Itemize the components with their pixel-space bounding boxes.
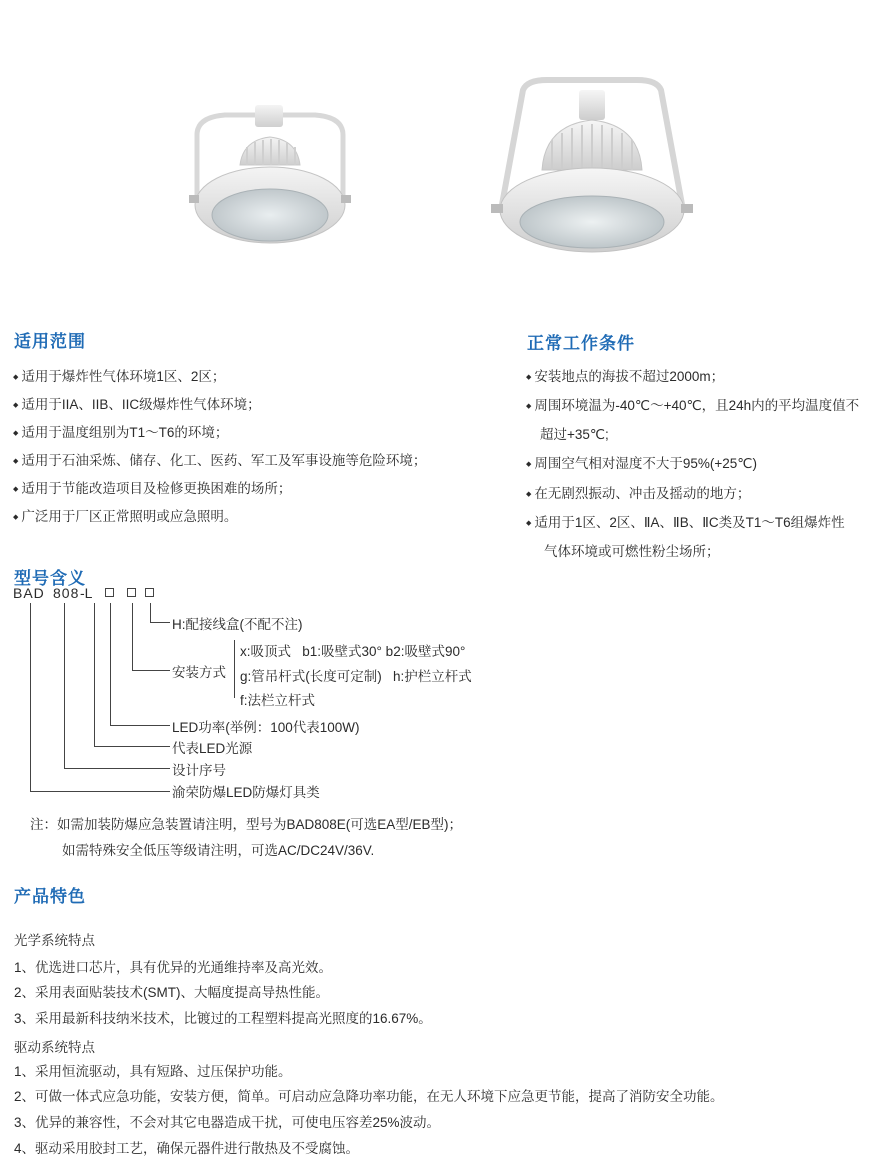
scope-list bbox=[13, 365, 493, 525]
brand-label: 渝荣防爆LED防爆灯具类 bbox=[172, 785, 320, 800]
connector bbox=[132, 670, 170, 671]
bracket bbox=[234, 640, 235, 698]
list-item: ◆ 适用于温度组别为T1～T6的环境； bbox=[13, 421, 228, 441]
list-item: ◆ 适用于IIA、IIB、IIC级爆炸性气体环境； bbox=[13, 393, 261, 413]
conditions-list bbox=[526, 365, 884, 565]
conditions-heading: 正常工作条件 bbox=[527, 334, 635, 353]
list-item: ◆ 适用于石油采炼、储存、化工、医药、军工及军事设施等危险环境； bbox=[13, 449, 426, 469]
connector bbox=[110, 603, 111, 725]
power-label: LED功率(举例：100代表100W) bbox=[172, 720, 360, 735]
lamp-image-large bbox=[487, 70, 697, 260]
list-item: ◆ 适用于节能改造项目及检修更换困难的场所； bbox=[13, 477, 291, 497]
code-bad: BAD bbox=[13, 585, 45, 601]
code-box-3 bbox=[145, 588, 154, 597]
scope-heading: 适用范围 bbox=[14, 332, 86, 351]
model-diagram bbox=[0, 585, 500, 800]
mount-opt-2: g:管吊杆式(长度可定制) h:护栏立杆式 bbox=[240, 669, 472, 684]
connector bbox=[64, 603, 65, 768]
connector bbox=[150, 622, 170, 623]
list-item: ◆ 周围空气相对湿度不大于95%(+25℃) bbox=[526, 452, 757, 472]
list-item: ◆ 适用于爆炸性气体环境1区、2区； bbox=[13, 365, 225, 385]
connector bbox=[64, 768, 170, 769]
list-item: 1、采用恒流驱动，具有短路、过压保护功能。 bbox=[14, 1064, 292, 1079]
note-line-1: 注：如需加装防爆应急装置请注明，型号为BAD808E(可选EA型/EB型)； bbox=[30, 817, 463, 832]
list-item: 1、优选进口芯片，具有优异的光通维持率及高光效。 bbox=[14, 960, 333, 975]
mount-opt-1: x:吸顶式 b1:吸壁式30° b2:吸壁式90° bbox=[240, 644, 466, 659]
list-item: 4、驱动采用胶封工艺，确保元器件进行散热及不受腐蚀。 bbox=[14, 1141, 360, 1156]
list-item: ◆ 周围环境温为-40℃～+40℃，且24h内的平均温度值不 bbox=[526, 394, 859, 414]
list-item: 2、可做一体式应急功能，安装方便，简单。可启动应急降功率功能，在无人环境下应急更节能，提高了消防安全功能。 bbox=[14, 1089, 724, 1104]
list-item: ◆ 安装地点的海拔不超过2000m； bbox=[526, 365, 724, 385]
drive-title: 驱动系统特点 bbox=[14, 1040, 95, 1055]
led-label: 代表LED光源 bbox=[172, 741, 253, 756]
list-item-continuation: 超过+35℃; bbox=[540, 427, 609, 442]
code-box-2 bbox=[127, 588, 136, 597]
list-item-continuation: 气体环境或可燃性粉尘场所； bbox=[544, 544, 720, 559]
connector bbox=[110, 725, 170, 726]
list-item: 3、采用最新科技纳米技术，比镀过的工程塑料提高光照度的16.67%。 bbox=[14, 1011, 432, 1026]
mount-label: 安装方式 bbox=[172, 665, 226, 680]
model-heading: 型号含义 bbox=[14, 569, 86, 588]
connector bbox=[94, 746, 170, 747]
connector bbox=[94, 603, 95, 746]
code-box-1 bbox=[105, 588, 114, 597]
note-line-2: 如需特殊安全低压等级请注明，可选AC/DC24V/36V. bbox=[62, 843, 375, 858]
features-heading: 产品特色 bbox=[14, 887, 86, 906]
connector bbox=[30, 603, 31, 791]
seq-label: 设计序号 bbox=[172, 763, 226, 778]
list-item: ◆ 在无剧烈振动、冲击及摇动的地方； bbox=[526, 482, 750, 502]
list-item: 3、优异的兼容性，不会对其它电器造成干扰，可使电压容差25%波动。 bbox=[14, 1115, 441, 1130]
connector bbox=[30, 791, 170, 792]
code-l: -L bbox=[80, 585, 93, 601]
list-item: ◆ 广泛用于厂区正常照明或应急照明。 bbox=[13, 505, 237, 525]
optical-title: 光学系统特点 bbox=[14, 933, 95, 948]
lamp-image-small bbox=[185, 95, 355, 255]
code-808: 808 bbox=[53, 585, 80, 601]
h-label: H:配接线盒(不配不注) bbox=[172, 617, 303, 632]
list-item: ◆ 适用于1区、2区、ⅡA、ⅡB、ⅡC类及T1～T6组爆炸性 bbox=[526, 511, 845, 531]
connector bbox=[132, 603, 133, 670]
mount-opt-3: f:法栏立杆式 bbox=[240, 693, 316, 708]
connector bbox=[150, 603, 151, 622]
list-item: 2、采用表面贴装技术(SMT)、大幅度提高导热性能。 bbox=[14, 985, 329, 1000]
